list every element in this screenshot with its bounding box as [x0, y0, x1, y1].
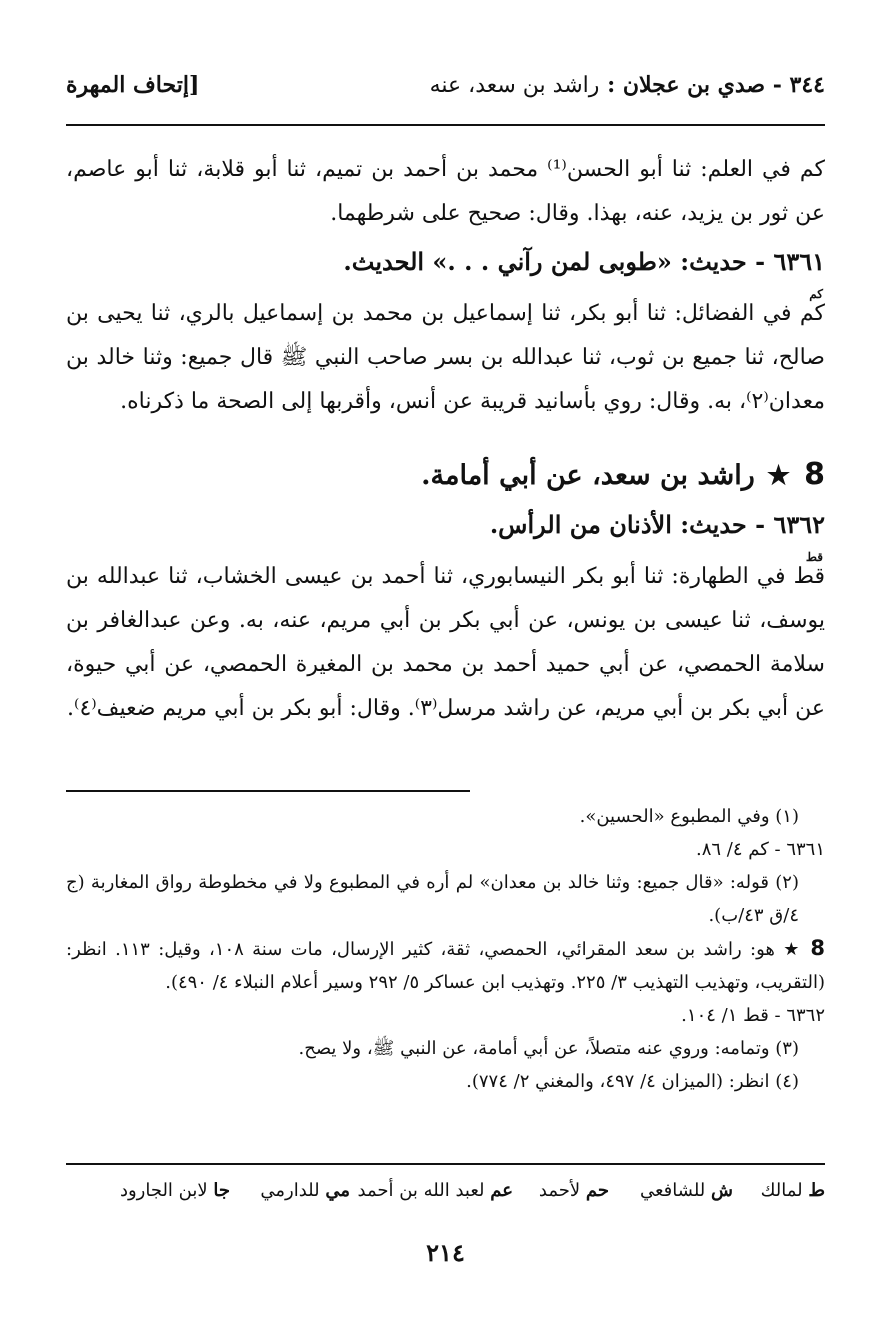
hadith-6362-body: قط في الطهارة: ثنا أبو بكر النيسابوري، ثنا أحمد بن عيسى الخشاب، ثنا عبدالله بن يوسف، ثنا عيسى بن يونس، عن أبي بكر بن أبي مريم، عنه، به. وعن عبدالغافر بن سلامة الحمصي، عن أبي حميد أحمد بن محمد بن المغيرة الحمصي، عن أبي حيوة، عن أبي بكر بن أبي مريم، عن راشد مرسل⁽٣⁾. وقال: أبو بكر بن أبي مريم ضعيف⁽٤⁾. — [66, 564, 825, 721]
abbr-item: جا لابن الجارود — [119, 1180, 230, 1201]
hadith-6362-title-text: ٦٣٦٢ - حديث: الأذنان من الرأس. — [489, 510, 825, 539]
header-divider — [66, 124, 825, 126]
abbreviation-key — [66, 1180, 825, 1210]
hadith-6361-title — [66, 240, 825, 301]
hadith-6361-source-mark: كم — [809, 287, 823, 301]
abbr-item: حم لأحمد — [538, 1180, 609, 1201]
header-title-bold: ٣٤٤ - صدي بن عجلان : — [607, 72, 825, 98]
abbr-item: عم لعبد الله بن أحمد — [357, 1180, 513, 1201]
section-title: راشد بن سعد، عن أبي أمامة. — [421, 460, 755, 491]
footnote-ref-6362: ٦٣٦٢ - قط ١/ ١٠٤. — [681, 1005, 825, 1026]
footnote-4: (٤) انظر: (الميزان ٤/ ٤٩٧، والمغني ٢/ ٧٧٤). — [466, 1071, 799, 1092]
hadith-6361-body: كم في الفضائل: ثنا أبو بكر، ثنا إسماعيل بن محمد بن إسماعيل بالري، ثنا يحيى بن صالح، ثنا جميع بن ثوب، ثنا عبدالله بن بسر صاحب النبي ﷺ قال جميع: وثنا خالد بن معدان⁽٢⁾، به. وقال: روي بأسانيد قريبة عن أنس، وأقربها إلى الصحة ما ذكرناه. — [66, 301, 825, 414]
footnote-8 — [66, 932, 825, 999]
main-text — [66, 148, 825, 731]
abbr-item: مي للدارمي — [260, 1180, 350, 1201]
header-book-title: [إتحاف المهرة — [66, 72, 200, 98]
abbreviation-divider — [66, 1163, 825, 1165]
footnote-1: (١) وفي المطبوع «الحسين». — [579, 806, 799, 827]
star-icon: ★ — [783, 939, 803, 960]
running-header — [66, 72, 825, 112]
footnote-2: (٢) قوله: «قال جميع: وثنا خالد بن معدان» لم أره في المطبوع ولا في مخطوطة رواق المغاربة (ج ٤/ق ٤٣/ب). — [66, 872, 799, 926]
footnote-divider — [66, 790, 470, 792]
footnote-8-text: هو: راشد بن سعد المقرائي، الحمصي، ثقة، كثير الإرسال، مات سنة ١٠٨، وقيل: ١١٣. انظر: (التقريب، وتهذيب التهذيب ٣/ ٢٢٥. وتهذيب ابن عساكر ٥/ ٢٩٢ وسير أعلام النبلاء ٤/ ٤٩٠). — [66, 939, 825, 993]
section-heading — [66, 452, 825, 499]
paragraph-intro: كم في العلم: ثنا أبو الحسن⁽¹⁾ محمد بن أحمد بن تميم، ثنا أبو قلابة، ثنا أبو عاصم، عن ثور بن يزيد، عنه، بهذا. وقال: صحيح على شرطهما. — [66, 157, 825, 226]
footnote-3: (٣) وتمامه: وروي عنه متصلاً، عن أبي أمامة، عن النبي ﷺ، ولا يصح. — [298, 1038, 799, 1059]
hadith-6362-source-mark: قط — [805, 550, 823, 564]
footnotes — [66, 800, 825, 1098]
hadith-6361-title-text: ٦٣٦١ - حديث: «طوبى لمن رآني . . .» الحديث. — [343, 247, 825, 276]
star-icon: ★ — [766, 461, 791, 491]
header-chapter-title — [430, 72, 825, 98]
section-number: 8 — [804, 457, 825, 492]
hadith-6362-title — [66, 503, 825, 564]
abbr-item: ط لمالك — [760, 1180, 825, 1201]
footnote-8-number: 8 — [810, 936, 826, 960]
abbr-item: ش للشافعي — [640, 1180, 733, 1201]
header-title-rest: راشد بن سعد، عنه — [429, 73, 600, 98]
footnote-ref-6361: ٦٣٦١ - كم ٤/ ٨٦. — [695, 839, 825, 860]
page-number: ٢١٤ — [426, 1238, 465, 1267]
